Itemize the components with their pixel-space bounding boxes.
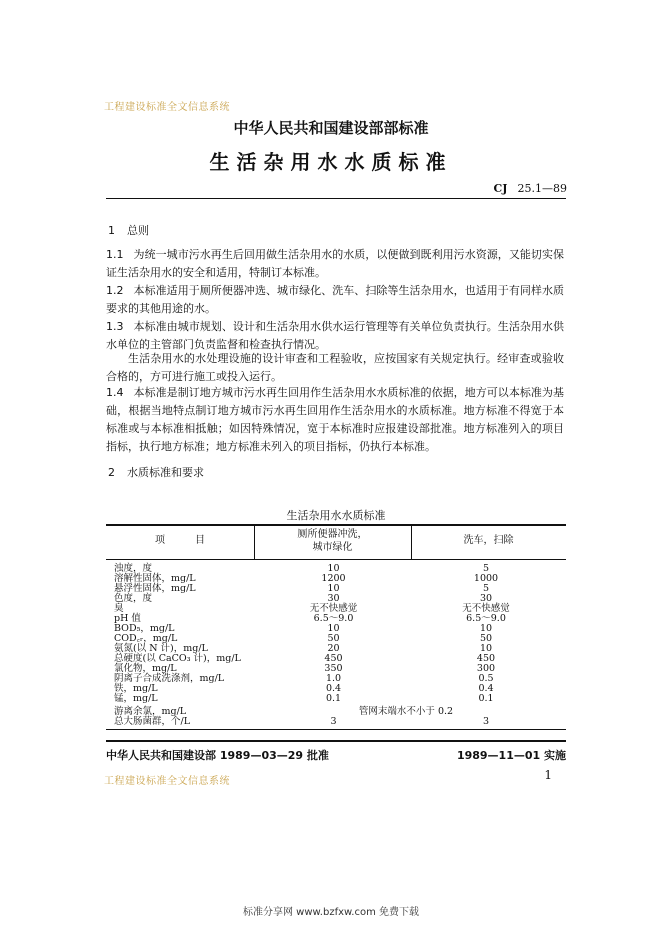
approval-text: 中华人民共和国建设部 1989—03—29 批准	[106, 749, 329, 762]
row-value-2: 无不快感觉	[462, 603, 510, 614]
row-item: 悬浮性固体，mg/L	[114, 583, 196, 594]
paragraph-text: 本标准适用于厕所便器冲选、城市绿化、洗车、扫除等生活杂用水，也适用于有同样水质要求的其他用途的水。	[106, 284, 564, 315]
section-2-heading	[108, 464, 204, 480]
row-value-2: 10	[479, 623, 493, 634]
table-bottom-rule	[106, 729, 566, 730]
row-value-1: 6.5～9.0	[313, 613, 354, 624]
watermark-bottom: 工程建设标准全文信息系统	[104, 776, 230, 787]
row-value-1: 10	[327, 583, 340, 594]
row-value-1: 10	[327, 623, 340, 634]
paragraph-1-3-continued: 生活杂用水的水处理设施的设计审查和工程验收，应按国家有关规定执行。经审查或验收合格的，方可进行施工或投入运行。	[106, 352, 564, 383]
row-item: 色度，度	[114, 593, 153, 604]
row-item: 总硬度(以 CaCO₃ 计)，mg/L	[114, 653, 241, 664]
paragraph-number: 1.1	[106, 248, 124, 261]
row-value-2: 0.4	[478, 683, 494, 694]
row-value-1: 0.4	[325, 683, 342, 694]
paragraph-text: 本标准是制订地方城市污水再生回用作生活杂用水水质标准的依据，地方可以本标准为基础，根据当地特点制订地方城市污水再生回用作生活杂用水的水质标准。地方标准不得宽于本标准或与本标准相抵触；如因特殊情况，宽于本标准时应报建设部批准。地方标准列入的项目指标，执行地方标准；地方标准未列入的项目指标，仍执行本标准。	[106, 386, 564, 453]
row-value-1: 30	[327, 593, 340, 604]
paragraph-text: 为统一城市污水再生后回用做生活杂用水的水质，以便做到既利用污水资源，又能切实保证生活杂用水的安全和适用，特制订本标准。	[106, 248, 564, 279]
header-toilet-greening	[254, 528, 411, 554]
row-item: 阴离子合成洗涤剂，mg/L	[114, 673, 225, 684]
row-span-value: 管网末端水不小于 0.2	[358, 706, 454, 717]
row-item: BOD₅，mg/L	[114, 623, 175, 634]
row-value-2: 300	[476, 663, 496, 674]
row-value-2: 0.5	[478, 673, 494, 684]
row-value-1: 450	[324, 653, 343, 664]
row-value-1: 1.0	[325, 673, 342, 684]
bottom-banner: 标准分享网 www.bzfxw.com 免费下载	[243, 907, 419, 918]
table-top-rule	[106, 524, 566, 526]
row-value-2: 450	[476, 653, 496, 664]
row-value-2: 0.1	[478, 693, 494, 704]
section-title: 水质标准和要求	[127, 466, 204, 479]
row-item: 总大肠菌群，个/L	[114, 716, 191, 727]
section-number: 2	[108, 466, 115, 479]
row-item: 浊度，度	[114, 563, 153, 574]
row-value-2: 50	[479, 633, 493, 644]
table-title: 生活杂用水水质标准	[286, 509, 386, 522]
paragraph-number: 1.4	[106, 386, 124, 399]
section-1-heading	[108, 222, 149, 238]
row-value-2: 6.5～9.0	[466, 613, 506, 624]
standard-code	[494, 182, 567, 195]
row-value-2: 5	[482, 563, 490, 574]
paragraph-text: 本标准由城市规划、设计和生活杂用水供水运行管理等有关单位负责执行。生活杂用水供水单位的主管部门负责监督和检查执行情况。	[106, 320, 564, 351]
row-item: 氨氮(以 N 计)，mg/L	[114, 643, 208, 654]
code-prefix: CJ	[493, 182, 508, 195]
page-number: 1	[544, 768, 552, 782]
ministry-heading: 中华人民共和国建设部部标准	[233, 119, 429, 137]
header-rule	[106, 198, 566, 199]
paragraph-1-1	[106, 246, 564, 282]
effective-text: 1989—11—01 实施	[456, 749, 566, 762]
row-value-1: 10	[327, 563, 340, 574]
row-value-1: 1200	[321, 573, 346, 584]
header-item: 项 目	[155, 535, 205, 546]
watermark-top: 工程建设标准全文信息系统	[104, 102, 230, 113]
row-item: 氯化物，mg/L	[114, 663, 177, 674]
paragraph-1-3	[106, 318, 564, 354]
paragraph-number: 1.2	[106, 284, 124, 297]
header-line: 城市绿化	[312, 542, 353, 553]
table-row-coliform	[106, 717, 566, 727]
row-item: 溶解性固体，mg/L	[114, 573, 196, 584]
row-item: 铁，mg/L	[114, 683, 158, 694]
paragraph-1-4	[106, 384, 564, 456]
row-value-1: 0.1	[325, 693, 342, 704]
row-item: pH 值	[114, 613, 141, 624]
section-number: 1	[108, 224, 115, 237]
row-value-2: 1000	[473, 573, 499, 584]
row-value-1: 20	[327, 643, 340, 654]
row-value-2: 5	[482, 583, 490, 594]
footer-rule	[106, 740, 566, 742]
row-value-1: 350	[324, 663, 343, 674]
row-item: 锰，mg/L	[114, 693, 158, 704]
header-carwash-cleaning: 洗车，扫除	[463, 535, 514, 546]
header-line: 厕所便器冲洗，	[297, 529, 368, 540]
paragraph-1-2	[106, 282, 564, 318]
document-title: 生活杂用水水质标准	[209, 150, 453, 174]
table-header-rule	[106, 559, 566, 560]
row-value-1: 3	[330, 716, 337, 727]
row-value-1: 50	[327, 633, 340, 644]
section-title: 总则	[127, 224, 149, 237]
row-value-2: 10	[479, 643, 493, 654]
paragraph-number: 1.3	[106, 320, 124, 333]
row-item: 臭	[114, 603, 124, 614]
row-value-2: 30	[479, 593, 493, 604]
code-number: 25.1—89	[517, 182, 567, 195]
row-value-2: 3	[482, 716, 490, 727]
row-item: COD꜀ᵣ，mg/L	[114, 633, 178, 644]
row-value-1: 无不快感觉	[309, 603, 358, 614]
row-item: 游离余氯，mg/L	[114, 706, 187, 717]
table-row	[106, 694, 566, 704]
